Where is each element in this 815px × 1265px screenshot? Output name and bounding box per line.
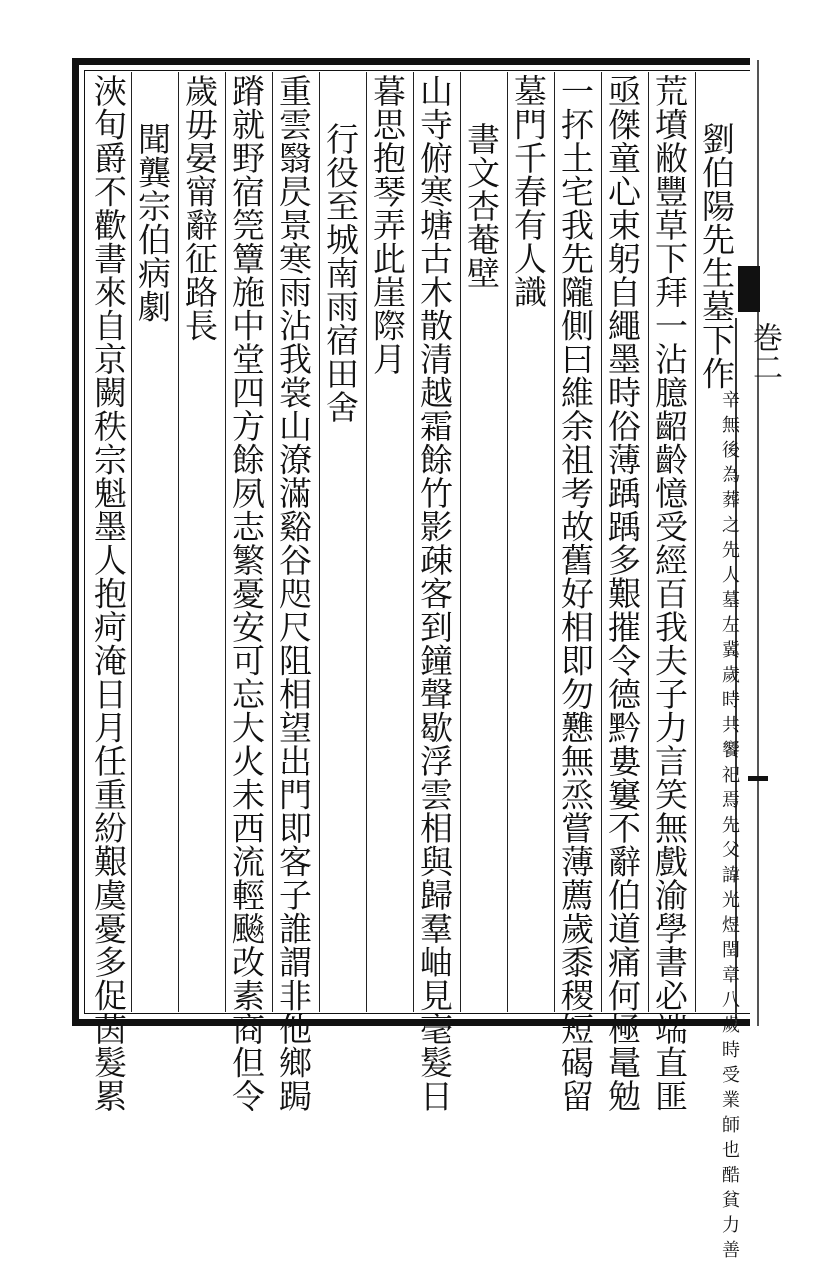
- annotation-line: 辛無後為葬之先人墓左冀歲時共饗祀焉: [719, 390, 740, 815]
- column-text: 蹐就野宿筦簟施中堂四方餘夙志繁憂安可忘大火未西流輕飈改素商但令: [227, 74, 266, 1113]
- column-text: 歲毋晏甯辭征路長: [180, 74, 219, 342]
- poem-title: 書文杏菴壁: [462, 122, 501, 290]
- column-text: 暮思抱琴弄此崖際月: [368, 74, 407, 376]
- column-text: 墓門千春有人識: [509, 74, 548, 309]
- column-text: 重雲翳昃景寒雨沾我裳山潦滿谿谷咫尺阻相望出門即客子誰謂非他鄉跼: [274, 74, 313, 1113]
- column-title-liu-boyang: [692, 74, 740, 1265]
- poem-title: 聞龔宗伯病劇: [133, 122, 172, 323]
- column-text: 荒墳敝豐草下拜一沾臆齠齡憶受經百我夫子力言笑無戲渝學書必端直匪: [650, 74, 689, 1113]
- poem-title: 劉伯陽先生墓下作: [697, 122, 736, 390]
- right-margin-rule: [757, 60, 759, 1026]
- fold-block: [738, 266, 760, 312]
- fold-label: 巻二: [747, 322, 782, 382]
- column-text: 山寺俯寒塘古木散清越霜餘竹影疎客到鐘聲歇浮雲相與歸羣岫見毫髮日: [415, 74, 454, 1113]
- poem-title: 行役至城南雨宿田舍: [321, 122, 360, 424]
- fold-mark: [748, 776, 768, 781]
- column-text: 一抔土宅我先隴側曰維余祖考故舊好相即勿戁無烝嘗薄薦歲黍稷短碣留: [556, 74, 595, 1113]
- title-annotation: [718, 390, 740, 1265]
- column-text: 浹旬爵不歡書來自京闕秩宗魁墨人抱疴淹日月任重紛艱虞憂多促茵髮累: [89, 74, 128, 1113]
- column-text: 亟傑童心束躬自繩墨時俗薄踽踽多艱摧令德黔婁窶不辭伯道痛何極鼌勉: [603, 74, 642, 1113]
- annotation-line: 先父諱光煜閏章八歲時受業師也酷貧力善: [719, 815, 740, 1265]
